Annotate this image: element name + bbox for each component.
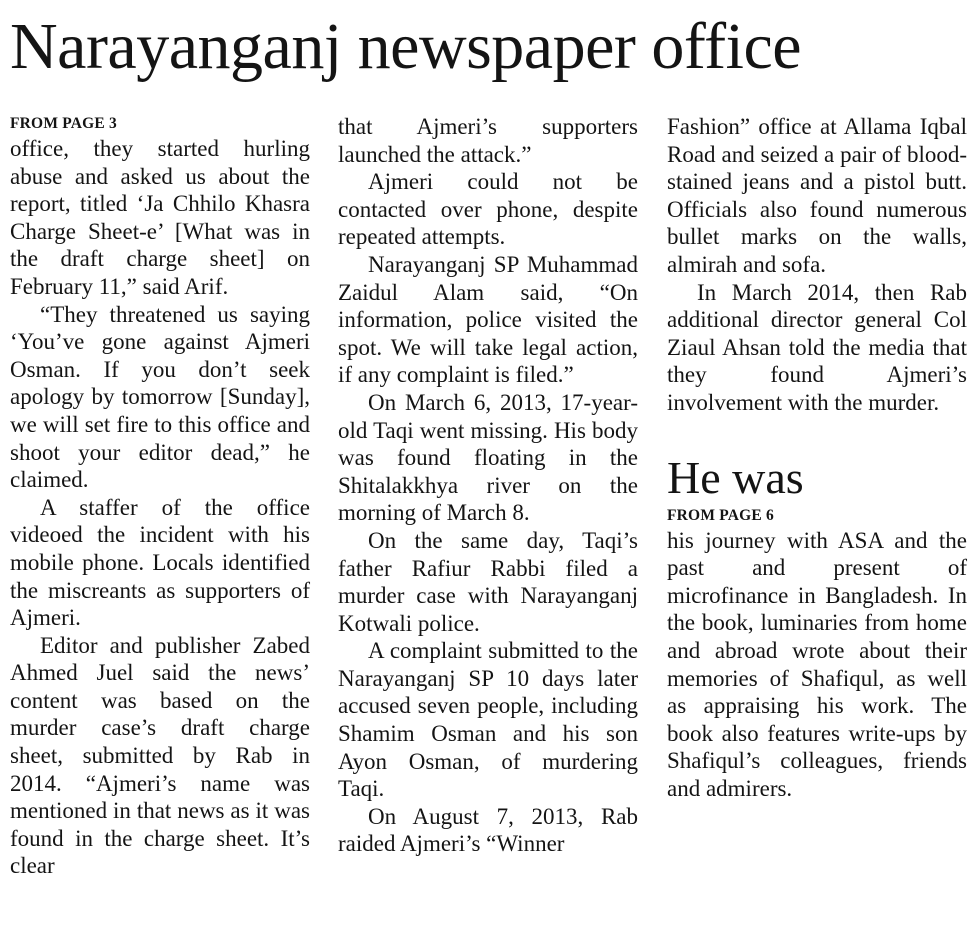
jump-line: FROM PAGE 6: [667, 506, 774, 524]
jump-line: FROM PAGE 3: [10, 115, 117, 132]
paragraph: On August 7, 2013, Rab raided Ajmeri’s “Winner: [338, 803, 638, 857]
paragraph: On March 6, 2013, 17-year-old Taqi went missing. His body was found floating in the Shitalakkhya river on the morning of March 8.: [338, 389, 638, 526]
paragraph: office, they started hurling abuse and asked us about the report, titled ‘Ja Chhilo Khasra Charge Sheet-e’ [What was in the draft charge sheet] on February 11,” said Arif.: [10, 136, 310, 299]
article-column-3: [667, 113, 967, 802]
paragraph: On the same day, Taqi’s father Rafiur Rabbi filed a murder case with Narayanganj Kotwali police.: [338, 527, 638, 636]
second-article-headline: He was: [667, 451, 804, 503]
paragraph: Fashion” office at Allama Iqbal Road and seized a pair of blood-stained jeans and a pistol butt. Officials also found numerous bullet marks on the walls, almirah and sofa.: [667, 114, 967, 277]
paragraph: his journey with ASA and the past and present of microfinance in Bangladesh. In the book, luminaries from home and abroad wrote about their memories of Shafiqul, as well as appraising his work. The book also features write-ups by Shafiqul’s colleagues, friends and admirers.: [667, 527, 967, 801]
paragraph: Narayanganj SP Muhammad Zaidul Alam said, “On information, police visited the spot. We will take legal action, if any complaint is filed.”: [338, 251, 638, 388]
paragraph: A staffer of the office videoed the incident with his mobile phone. Locals identified the miscreants as supporters of Ajmeri.: [10, 494, 310, 631]
article-column-2: [338, 113, 638, 858]
paragraph: “They threatened us saying ‘You’ve gone against Ajmeri Osman. If you don’t seek apology by tomorrow [Sunday], we will set fire to this office and shoot your editor dead,” he claimed.: [10, 301, 310, 493]
headline: Narayanganj newspaper office: [10, 10, 802, 83]
paragraph: Editor and publisher Zabed Ahmed Juel said the news’ content was based on the murder case’s draft charge sheet, submitted by Rab in 2014. “Ajmeri’s name was mentioned in that news as it was found in the charge sheet. It’s clear: [10, 632, 310, 879]
paragraph: that Ajmeri’s supporters launched the attack.”: [338, 114, 638, 167]
article-column-1: [10, 113, 310, 880]
paragraph: A complaint submitted to the Narayanganj SP 10 days later accused seven people, including Shamim Osman and his son Ayon Osman, of murdering Taqi.: [338, 638, 638, 802]
paragraph: Ajmeri could not be contacted over phone, despite repeated attempts.: [338, 169, 638, 250]
paragraph: In March 2014, then Rab additional director general Col Ziaul Ahsan told the media that they found Ajmeri’s involvement with the murder.: [667, 279, 967, 415]
